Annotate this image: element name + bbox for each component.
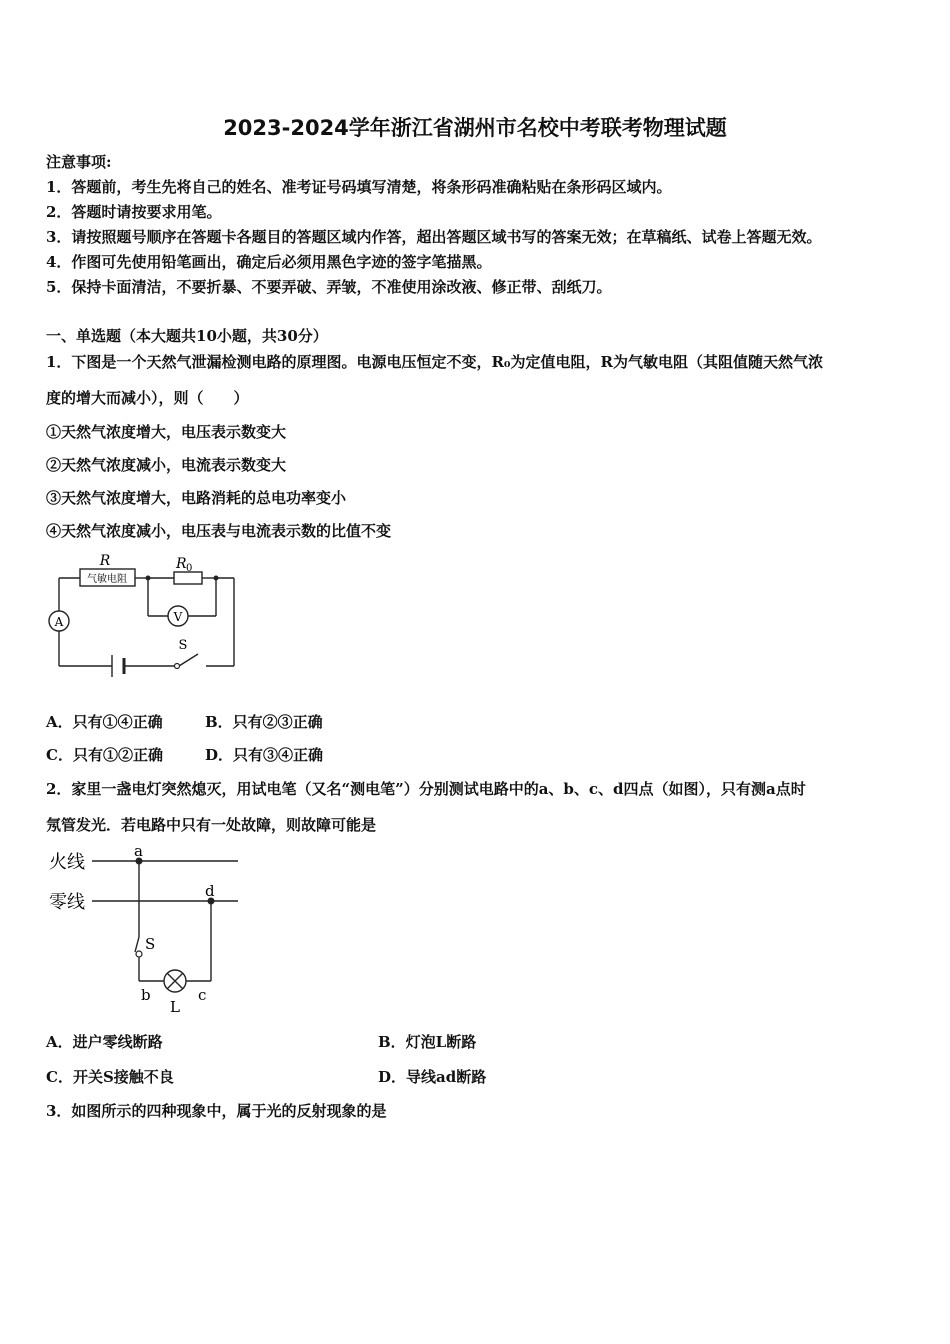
switch-blade bbox=[179, 654, 198, 666]
q2-option-a[interactable]: A．进户零线断路 bbox=[46, 1033, 163, 1051]
switch-contact bbox=[175, 664, 180, 669]
notice-heading: 注意事项: bbox=[46, 153, 112, 171]
q1-option-a[interactable]: A．只有①④正确 bbox=[46, 713, 163, 731]
q3-stem: 3．如图所示的四种现象中，属于光的反射现象的是 bbox=[46, 1102, 387, 1120]
q1-statement-1: ①天然气浓度增大，电压表示数变大 bbox=[46, 423, 287, 441]
r0-label: R bbox=[176, 556, 187, 572]
q1-stem-line1: 1．下图是一个天然气泄漏检测电路的原理图。电源电压恒定不变，R₀为定值电阻，R为气敏电阻（其阻值随天然气浓 bbox=[46, 353, 823, 371]
notice-item-4: 4．作图可先使用铅笔画出，确定后必须用黑色字迹的签字笔描黑。 bbox=[46, 253, 492, 271]
notice-item-3: 3．请按照题号顺序在答题卡各题目的答题区域内作答，超出答题区域书写的答案无效；在草稿纸、试卷上答题无效。 bbox=[46, 228, 822, 246]
q1-circuit-figure bbox=[40, 548, 250, 688]
point-c-label: c bbox=[198, 986, 207, 1004]
q1-option-b[interactable]: B．只有②③正确 bbox=[205, 713, 323, 731]
q2-option-c[interactable]: C．开关S接触不良 bbox=[46, 1068, 174, 1086]
q1-statement-3: ③天然气浓度增大，电路消耗的总电功率变小 bbox=[46, 489, 347, 507]
switch-contact bbox=[136, 951, 142, 957]
q2-stem-line1: 2．家里一盏电灯突然熄灭，用试电笔（又名“测电笔”）分别测试电路中的a、b、c、d四点（如图），只有测a点时 bbox=[46, 780, 806, 798]
switch-label: S bbox=[178, 638, 188, 653]
lamp-label: L bbox=[170, 998, 180, 1016]
q2-circuit-figure bbox=[46, 842, 246, 1017]
r0-subscript: 0 bbox=[186, 563, 193, 574]
q2-stem-line2: 氖管发光．若电路中只有一处故障，则故障可能是 bbox=[46, 816, 377, 834]
notice-item-1: 1．答题前，考生先将自己的姓名、准考证号码填写清楚，将条形码准确粘贴在条形码区域内。 bbox=[46, 178, 672, 196]
q1-statement-2: ②天然气浓度减小，电流表示数变大 bbox=[46, 456, 287, 474]
r-box-text: 气敏电阻 bbox=[87, 574, 127, 585]
switch-label: S bbox=[145, 935, 156, 953]
point-a-label: a bbox=[134, 842, 143, 860]
q2-option-d[interactable]: D．导线ad断路 bbox=[378, 1068, 487, 1086]
q1-stem-line2: 度的增大而减小），则（ ） bbox=[46, 389, 249, 407]
ammeter-label: A bbox=[54, 615, 64, 629]
q2-option-b[interactable]: B．灯泡L断路 bbox=[378, 1033, 477, 1051]
neutral-wire-label: 零线 bbox=[49, 892, 85, 913]
q1-option-d[interactable]: D．只有③④正确 bbox=[205, 746, 324, 764]
section-heading: 一、单选题（本大题共10小题，共30分） bbox=[46, 327, 328, 345]
notice-item-2: 2．答题时请按要求用笔。 bbox=[46, 203, 222, 221]
point-d-label: d bbox=[205, 882, 215, 900]
point-b-label: b bbox=[141, 986, 151, 1004]
page-title: 2023-2024学年浙江省湖州市名校中考联考物理试题 bbox=[223, 116, 727, 140]
q1-option-c[interactable]: C．只有①②正确 bbox=[46, 746, 163, 764]
live-wire-label: 火线 bbox=[49, 852, 85, 873]
voltmeter-label: V bbox=[173, 610, 183, 624]
r-label: R bbox=[99, 553, 111, 569]
q1-statement-4: ④天然气浓度减小，电压表与电流表示数的比值不变 bbox=[46, 522, 392, 540]
notice-item-5: 5．保持卡面清洁，不要折暴、不要弄破、弄皱，不准使用涂改液、修正带、刮纸刀。 bbox=[46, 278, 612, 296]
